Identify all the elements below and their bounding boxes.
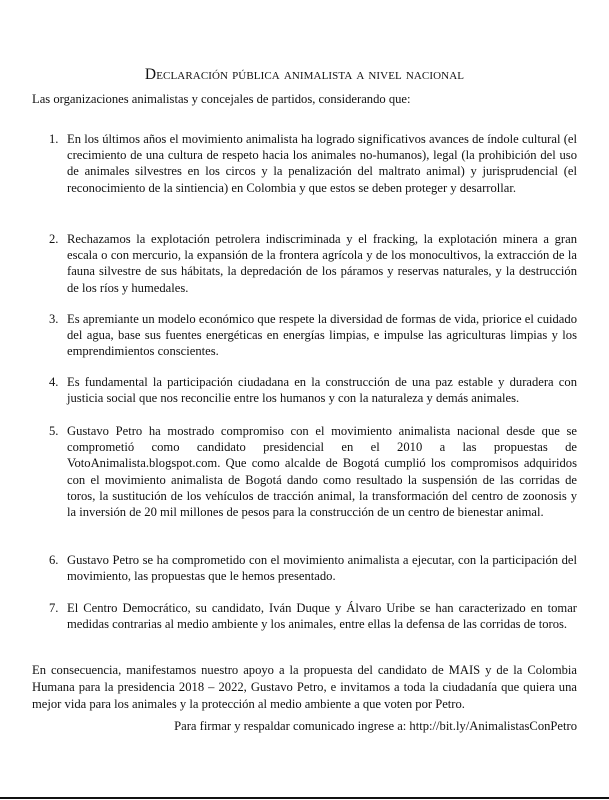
list-item: [49, 600, 577, 632]
signature-prompt: Para firmar y respaldar comunicado ingrese a: http://bit.ly/AnimalistasConPetro: [174, 719, 577, 733]
list-item-text: En los últimos años el movimiento animalista ha logrado significativos avances de índole cultural (el crecimiento de una cultura de respeto hacia los animales no-humanos), legal (la prohibición del uso de animales silvestres en los circos y la penalización del maltrato animal) y jurisprudencial (el reconocimiento de la sintiencia) en Colombia y que estos se deben proteger y desarrollar.: [67, 132, 577, 195]
list-item-text: Gustavo Petro se ha comprometido con el movimiento animalista a ejecutar, con la participación del movimiento, las propuestas que le hemos presentado.: [67, 553, 577, 584]
intro-paragraph: Las organizaciones animalistas y concejales de partidos, considerando que:: [32, 92, 411, 106]
list-item-number: 5.: [49, 424, 59, 438]
list-item-text: Es fundamental la participación ciudadana en la construcción de una paz estable y duradera con justicia social que nos reconcilie entre los humanos y con la naturaleza y demás animales.: [67, 375, 577, 406]
list-item: [49, 311, 577, 360]
list-item-text: Gustavo Petro ha mostrado compromiso con el movimiento animalista nacional desde que se comprometió como candidato presidencial en el 2010 a las propuestas de VotoAnimalista.blogspot.com. Que como alcalde de Bogotá cumplió los compromisos adquiridos con el movimiento animalista de Bogotá dando como resultado la suspensión de las corridas de toros, la sustitución de los vehículos de tracción animal, la transformación del centro de zoonosis y la inversión de 20 mil millones de pesos para la construcción de un centro de bienestar animal.: [67, 424, 577, 520]
list-item: [49, 374, 577, 406]
list-item-text: Es apremiante un modelo económico que respete la diversidad de formas de vida, priorice el cuidado del agua, base sus fuentes energéticas en energías limpias, e impulse las agriculturas limpias y los emprendimientos conscientes.: [67, 312, 577, 359]
list-item-number: 6.: [49, 553, 59, 567]
list-item: [49, 552, 577, 584]
list-item: [49, 231, 577, 296]
list-item-text: Rechazamos la explotación petrolera indiscriminada y el fracking, la explotación minera a gran escala o con mercurio, la expansión de la frontera agrícola y de los monocultivos, la extracción de la fauna silvestre de sus hábitats, la depredación de los páramos y reservas naturales, y la destrucción de los ríos y humedales.: [67, 232, 577, 295]
list-item-number: 2.: [49, 232, 59, 246]
list-item-number: 7.: [49, 601, 59, 615]
list-item: [49, 131, 577, 196]
list-item-number: 1.: [49, 132, 59, 146]
closing-paragraph: En consecuencia, manifestamos nuestro apoyo a la propuesta del candidato de MAIS y de la Colombia Humana para la presidencia 2018 – 2022, Gustavo Petro, e invitamos a toda la ciudadanía que quiera una mejor vida para los animales y la protección al medio ambiente a que voten por Petro.: [32, 663, 577, 711]
list-item-number: 4.: [49, 375, 59, 389]
document-title: Declaración pública animalista a nivel nacional: [144, 66, 465, 83]
list-item-number: 3.: [49, 312, 59, 326]
list-item-text: El Centro Democrático, su candidato, Iván Duque y Álvaro Uribe se han caracterizado en tomar medidas contrarias al medio ambiente y los animales, entre ellas la defensa de las corridas de toros.: [67, 601, 577, 632]
list-item: [49, 423, 577, 520]
